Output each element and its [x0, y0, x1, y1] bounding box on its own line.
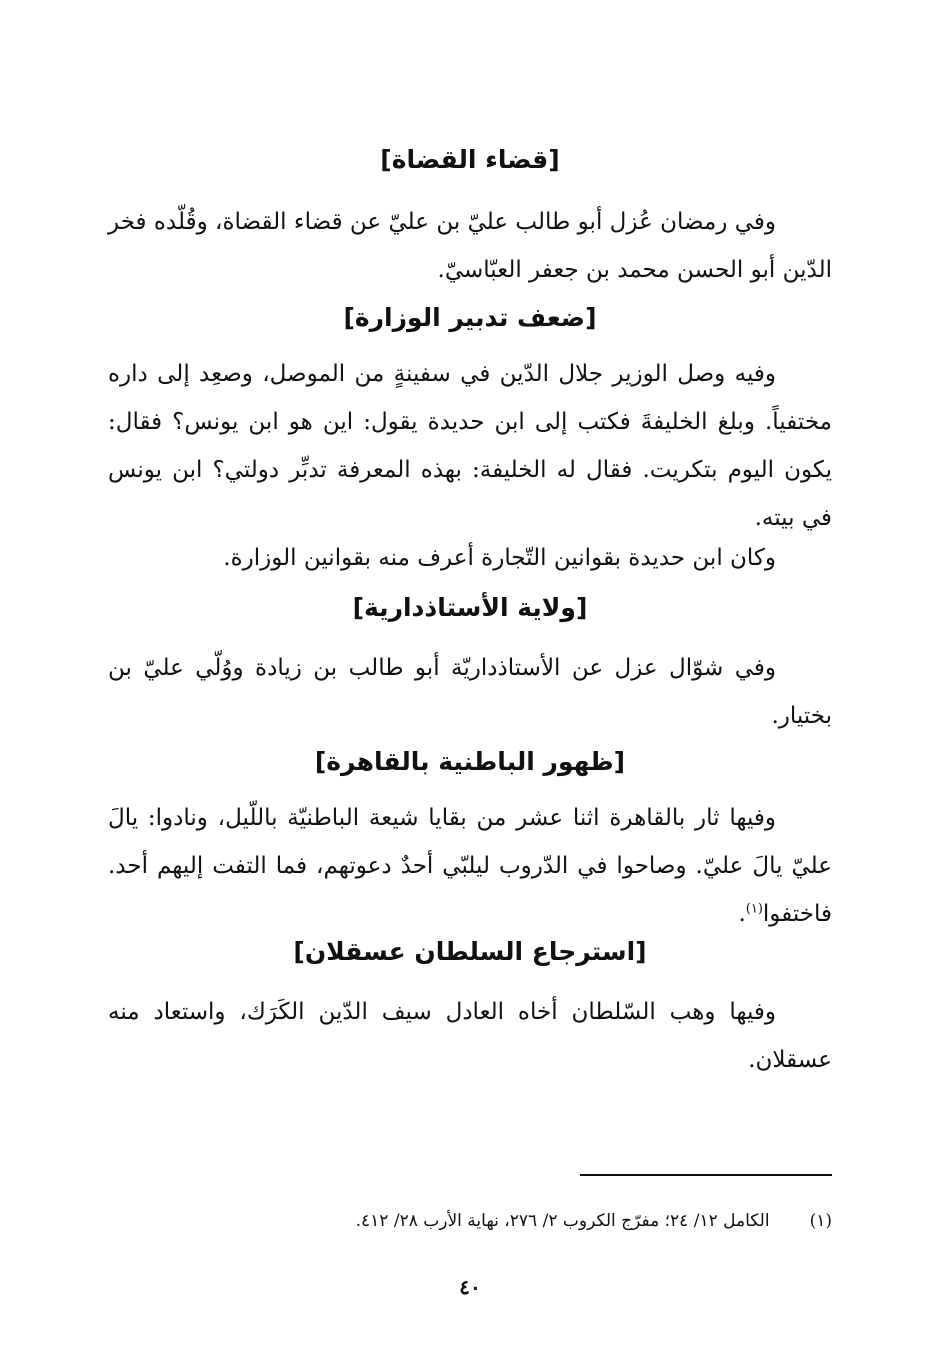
- paragraph-judges: وفي رمضان عُزل أبو طالب عليّ بن عليّ عن قضاء القضاة، وقُلّده فخر الدّين أبو الحسن محمد بن جعفر العبّاسيّ.: [108, 209, 832, 283]
- footnote-number: (١): [809, 1211, 832, 1231]
- paragraph-batiniyya: [108, 794, 832, 938]
- footnote: [108, 1206, 832, 1236]
- paragraph-ministry-1: وفيه وصل الوزير جلال الدّين في سفينةٍ من الموصل، وصعِد إلى داره مختفياً. وبلغ الخليفةَ فكتب إلى ابن حديدة يقول: اين هو ابن يونس؟ فقال: يكون اليوم بتكريت. فقال له الخليفة: بهذه المعرفة تدبِّر دولتي؟ ابن يونس في بيته.: [108, 361, 832, 531]
- footnote-text: الكامل ١٢/ ٢٤؛ مفرّج الكروب ٢/ ٢٧٦، نهاية الأرب ٢٨/ ٤١٢.: [355, 1211, 770, 1231]
- paragraph-batiniyya-text: وفيها ثار بالقاهرة اثنا عشر من بقايا شيعة الباطنيّة باللّيل، ونادوا: يالَ عليّ يالَ عليّ. وصاحوا في الدّروب ليلبّي أحدٌ دعوتهم، فما التفت إليهم أحد. فاختفوا: [108, 805, 832, 927]
- page-number: ٤٠: [459, 1275, 481, 1299]
- paragraph-ascalon: وفيها وهب السّلطان أخاه العادل سيف الدّين الكَرَك، واستعاد منه عسقلان.: [108, 999, 832, 1073]
- section-title-ascalon: [استرجاع السلطان عسقلان]: [293, 937, 647, 966]
- footnote-reference[interactable]: (١): [745, 901, 763, 917]
- paragraph-ministry-2: وكان ابن حديدة بقوانين التّجارة أعرف منه بقوانين الوزارة.: [223, 545, 776, 571]
- section-title-ustadhdariyya: [ولاية الأستاذدارية]: [352, 593, 588, 622]
- section-title-batiniyya: [ظهور الباطنية بالقاهرة]: [314, 747, 626, 776]
- section-title-ministry: [ضعف تدبير الوزارة]: [343, 303, 597, 332]
- paragraph-batiniyya-end: .: [738, 901, 746, 927]
- footnote-divider: [580, 1174, 832, 1176]
- paragraph-ustadhdariyya: وفي شوّال عزل عن الأستاذداريّة أبو طالب بن زيادة ووُلّي عليّ بن بختيار.: [108, 655, 832, 729]
- section-title-judges: [قضاء القضاة]: [380, 145, 560, 174]
